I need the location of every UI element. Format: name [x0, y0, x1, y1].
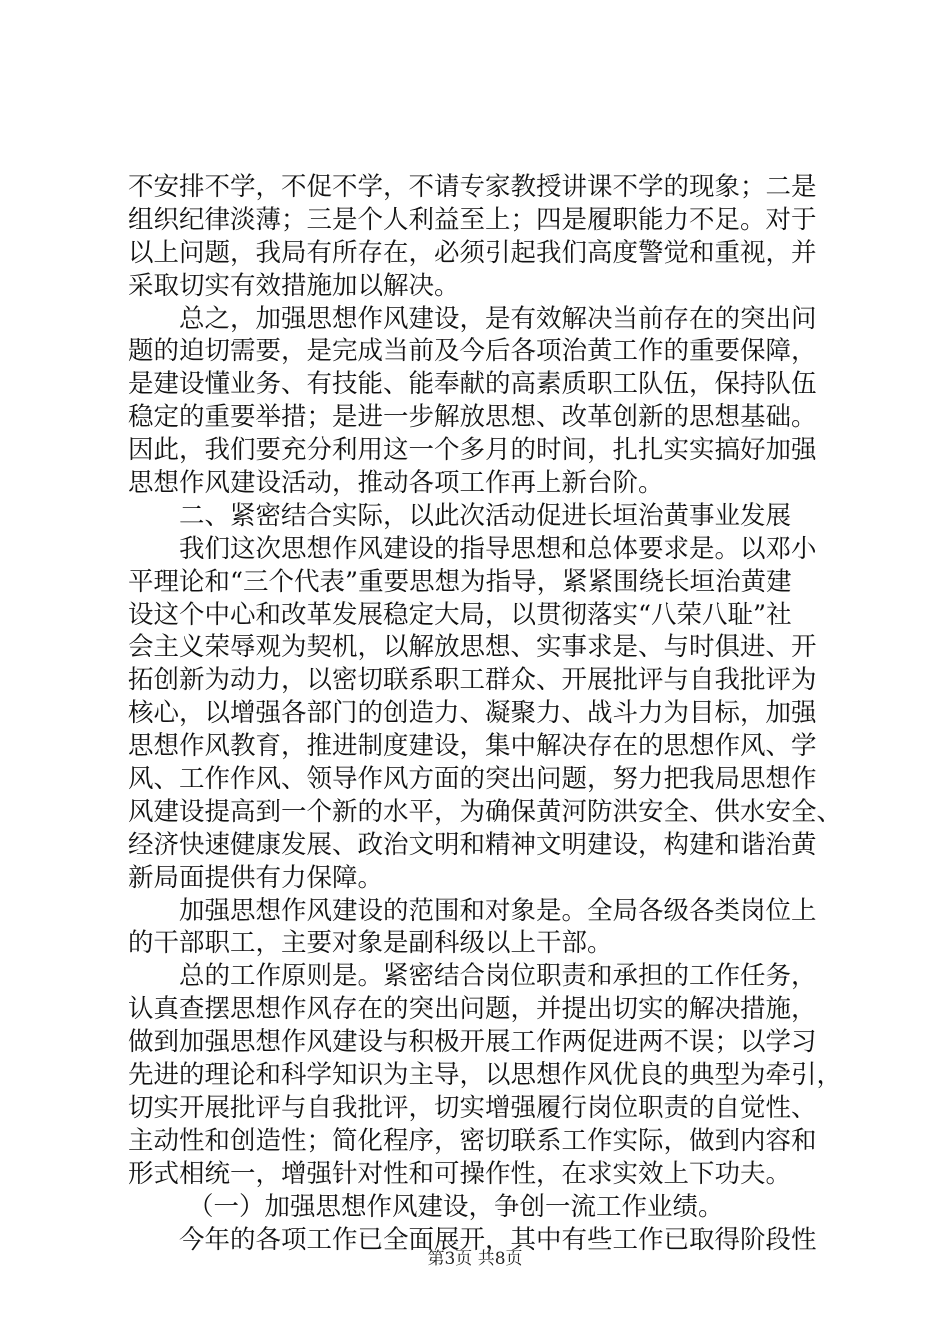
body-text [128, 171, 843, 1256]
text-line: 不安排不学，不促不学，不请专家教授讲课不学的现象；二是 [128, 172, 817, 202]
text-line: 新局面提供有力保障。 [128, 862, 384, 893]
paragraph-start-line: 总之，加强思想作风建设，是有效解决当前存在的突出问 [179, 303, 817, 334]
paragraph-start-line: 总的工作原则是。紧密结合岗位职责和承担的工作任务， [179, 961, 817, 992]
text-line: 形式相统一，增强针对性和可操作性，在求实效上下功夫。 [128, 1158, 792, 1189]
section-heading: 二、紧密结合实际，以此次活动促进长垣治黄事业发展 [179, 500, 792, 531]
text-line: 设这个中心和改革发展稳定大局，以贯彻落实“八荣八耻”社 [128, 599, 792, 630]
text-line: 经济快速健康发展、政治文明和精神文明建设，构建和谐治黄 [128, 829, 817, 860]
text-line: 思想作风教育，推进制度建设，集中解决存在的思想作风、学 [128, 731, 817, 762]
text-line: 思想作风建设活动，推动各项工作再上新台阶。 [128, 468, 664, 499]
text-line: 主动性和创造性；简化程序，密切联系工作实际，做到内容和 [128, 1125, 817, 1156]
text-line: 认真查摆思想作风存在的突出问题，并提出切实的解决措施， [128, 994, 817, 1025]
text-line: 风建设提高到一个新的水平，为确保黄河防洪安全、供水安全、 [128, 796, 843, 827]
text-line: 采取切实有效措施加以解决。 [128, 270, 460, 301]
text-line: 风、工作作风、领导作风方面的突出问题，努力把我局思想作 [128, 764, 817, 795]
paragraph-start-line: 加强思想作风建设的范围和对象是。全局各级各类岗位上 [179, 895, 817, 926]
paragraph-start-line: 我们这次思想作风建设的指导思想和总体要求是。以邓小 [179, 533, 817, 564]
text-line: 平理论和“三个代表”重要思想为指导，紧紧围绕长垣治黄建 [128, 566, 792, 597]
text-line: 组织纪律淡薄；三是个人利益至上；四是履职能力不足。对于 [128, 204, 817, 235]
text-line: 先进的理论和科学知识为主导，以思想作风优良的典型为牵引， [128, 1060, 843, 1091]
paragraph-start-line: 今年的各项工作已全面展开，其中有些工作已取得阶段性 [179, 1224, 817, 1255]
text-line: 会主义荣辱观为契机，以解放思想、实事求是、与时俱进、开 [128, 632, 817, 663]
text-line: 以上问题，我局有所存在，必须引起我们高度警觉和重视，并 [128, 237, 817, 268]
page-number-footer: 第3页 共8页 [427, 1249, 523, 1269]
text-line: 因此，我们要充分利用这一个多月的时间，扎扎实实搞好加强 [128, 435, 817, 466]
text-line: 核心，以增强各部门的创造力、凝聚力、战斗力为目标，加强 [128, 698, 817, 729]
text-line: 稳定的重要举措；是进一步解放思想、改革创新的思想基础。 [128, 402, 817, 433]
text-line: 切实开展批评与自我批评，切实增强履行岗位职责的自觉性、 [128, 1092, 817, 1123]
text-line: 拓创新为动力，以密切联系职工群众、开展批评与自我批评为 [128, 665, 817, 696]
subsection-heading: （一）加强思想作风建设，争创一流工作业绩。 [188, 1191, 724, 1222]
text-line: 是建设懂业务、有技能、能奉献的高素质职工队伍，保持队伍 [128, 369, 817, 400]
text-line: 题的迫切需要，是完成当前及今后各项治黄工作的重要保障， [128, 336, 817, 367]
text-line: 的干部职工，主要对象是副科级以上干部。 [128, 928, 613, 959]
text-line: 做到加强思想作风建设与积极开展工作两促进两不误；以学习 [128, 1027, 817, 1058]
